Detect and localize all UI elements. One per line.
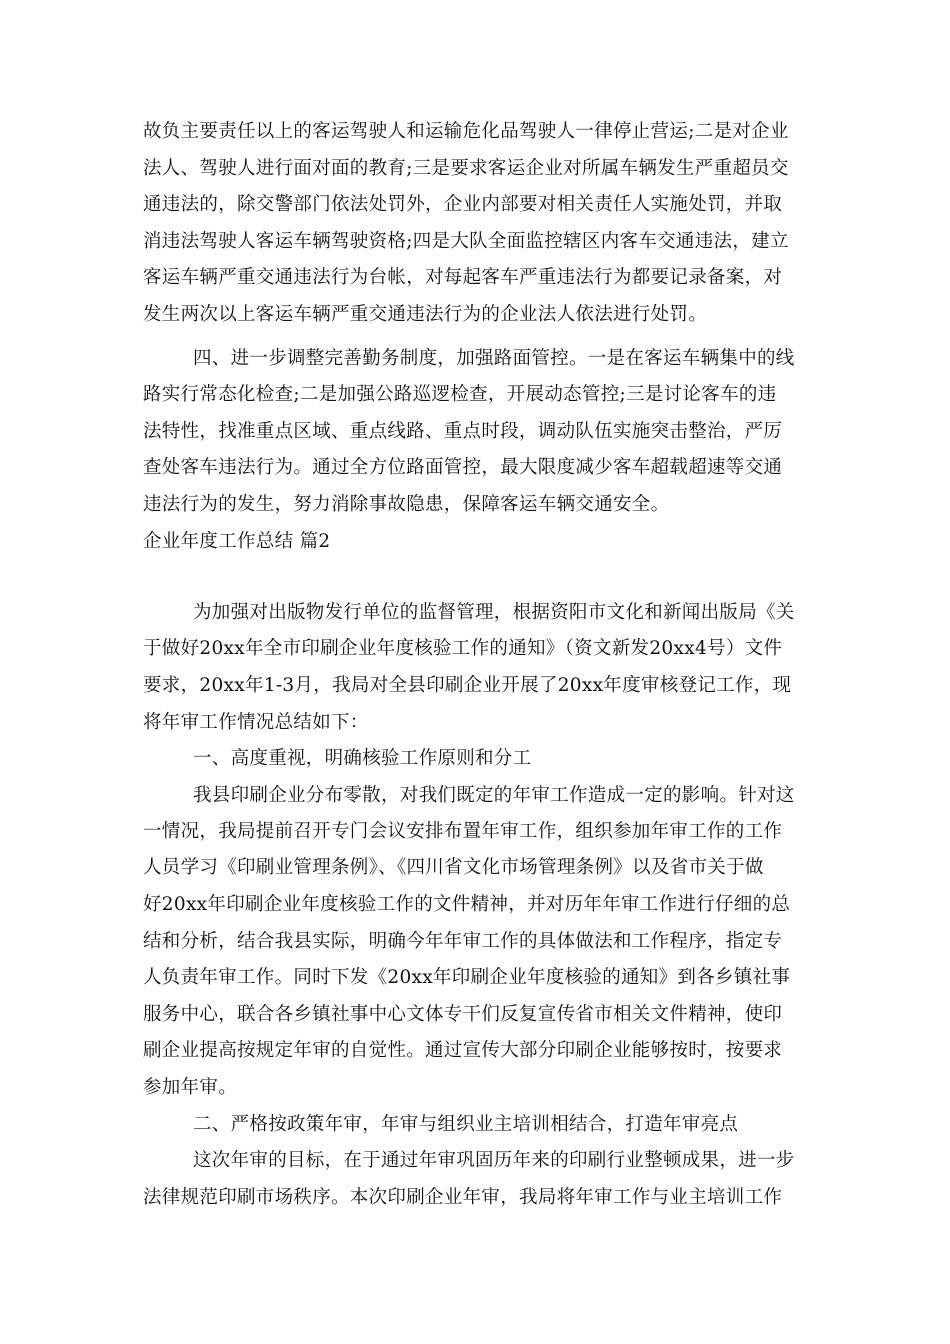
paragraph-line: 通违法的，除交警部门依法处罚外，企业内部要对相关责任人实施处罚，并取 bbox=[143, 194, 783, 215]
section-heading-line: 一、高度重视，明确核验工作原则和分工 bbox=[193, 748, 532, 769]
paragraph-line: 一情况，我局提前召开专门会议安排布置年审工作，组织参加年审工作的工作 bbox=[143, 821, 783, 842]
paragraph-line: 我县印刷企业分布零散，对我们既定的年审工作造成一定的影响。针对这 bbox=[193, 785, 795, 806]
paragraph-line: 好20xx年印刷企业年度核验工作的文件精神，并对历年年审工作进行仔细的总 bbox=[143, 894, 791, 915]
paragraph-line: 违法行为的发生，努力消除事故隐患，保障客运车辆交通安全。 bbox=[143, 494, 670, 515]
paragraph-line: 这次年审的目标，在于通过年审巩固历年来的印刷行业整顿成果，进一步 bbox=[193, 1150, 795, 1171]
paragraph-line: 将年审工作情况总结如下： bbox=[143, 712, 369, 733]
paragraph-line: 消违法驾驶人客运车辆驾驶资格;四是大队全面监控辖区内客车交通违法，建立 bbox=[143, 231, 789, 252]
paragraph-line: 人负责年审工作。同时下发《20xx年印刷企业年度核验的通知》到各乡镇社事 bbox=[143, 967, 791, 988]
paragraph-line: 要求，20xx年1-3月，我局对全县印刷企业开展了20xx年度审核登记工作，现 bbox=[143, 675, 792, 696]
paragraph-line: 于做好20xx年全市印刷企业年度核验工作的通知》（资文新发20xx4号）文件 bbox=[143, 638, 783, 659]
paragraph-line: 故负主要责任以上的客运驾驶人和运输危化品驾驶人一律停止营运;二是对企业 bbox=[143, 121, 789, 142]
paragraph-line: 法律规范印刷市场秩序。本次印刷企业年审，我局将年审工作与业主培训工作 bbox=[143, 1187, 783, 1208]
paragraph-line: 结和分析，结合我县实际，明确今年年审工作的具体做法和工作程序，指定专 bbox=[143, 931, 783, 952]
section-heading-line: 二、严格按政策年审，年审与组织业主培训相结合，打造年审亮点 bbox=[193, 1114, 739, 1135]
paragraph-line: 路实行常态化检查;二是加强公路巡逻检查，开展动态管控;三是讨论客车的违 bbox=[143, 384, 777, 405]
section-heading-line: 四、进一步调整完善勤务制度，加强路面管控。一是在客运车辆集中的线 bbox=[193, 348, 795, 369]
paragraph-line: 法人、驾驶人进行面对面的教育;三是要求客运企业对所属车辆发生严重超员交 bbox=[143, 158, 789, 179]
paragraph-line: 查处客车违法行为。通过全方位路面管控，最大限度减少客车超载超速等交通 bbox=[143, 457, 783, 478]
article-title: 企业年度工作总结 篇2 bbox=[143, 531, 331, 552]
paragraph-line: 服务中心，联合各乡镇社事中心文体专干们反复宣传省市相关文件精神，使印 bbox=[143, 1004, 783, 1025]
paragraph-line: 人员学习《印刷业管理条例》、《四川省文化市场管理条例》以及省市关于做 bbox=[143, 857, 764, 878]
paragraph-line: 参加年审。 bbox=[143, 1077, 238, 1098]
paragraph-line: 发生两次以上客运车辆严重交通违法行为的企业法人依法进行处罚。 bbox=[143, 304, 708, 325]
paragraph-line: 为加强对出版物发行单位的监督管理，根据资阳市文化和新闻出版局《关 bbox=[193, 602, 795, 623]
paragraph-line: 刷企业提高按规定年审的自觉性。通过宣传大部分印刷企业能够按时，按要求 bbox=[143, 1040, 783, 1061]
paragraph-line: 客运车辆严重交通违法行为台帐，对每起客车严重违法行为都要记录备案，对 bbox=[143, 267, 783, 288]
paragraph-line: 法特性，找准重点区域、重点线路、重点时段，调动队伍实施突击整治，严厉 bbox=[143, 421, 783, 442]
